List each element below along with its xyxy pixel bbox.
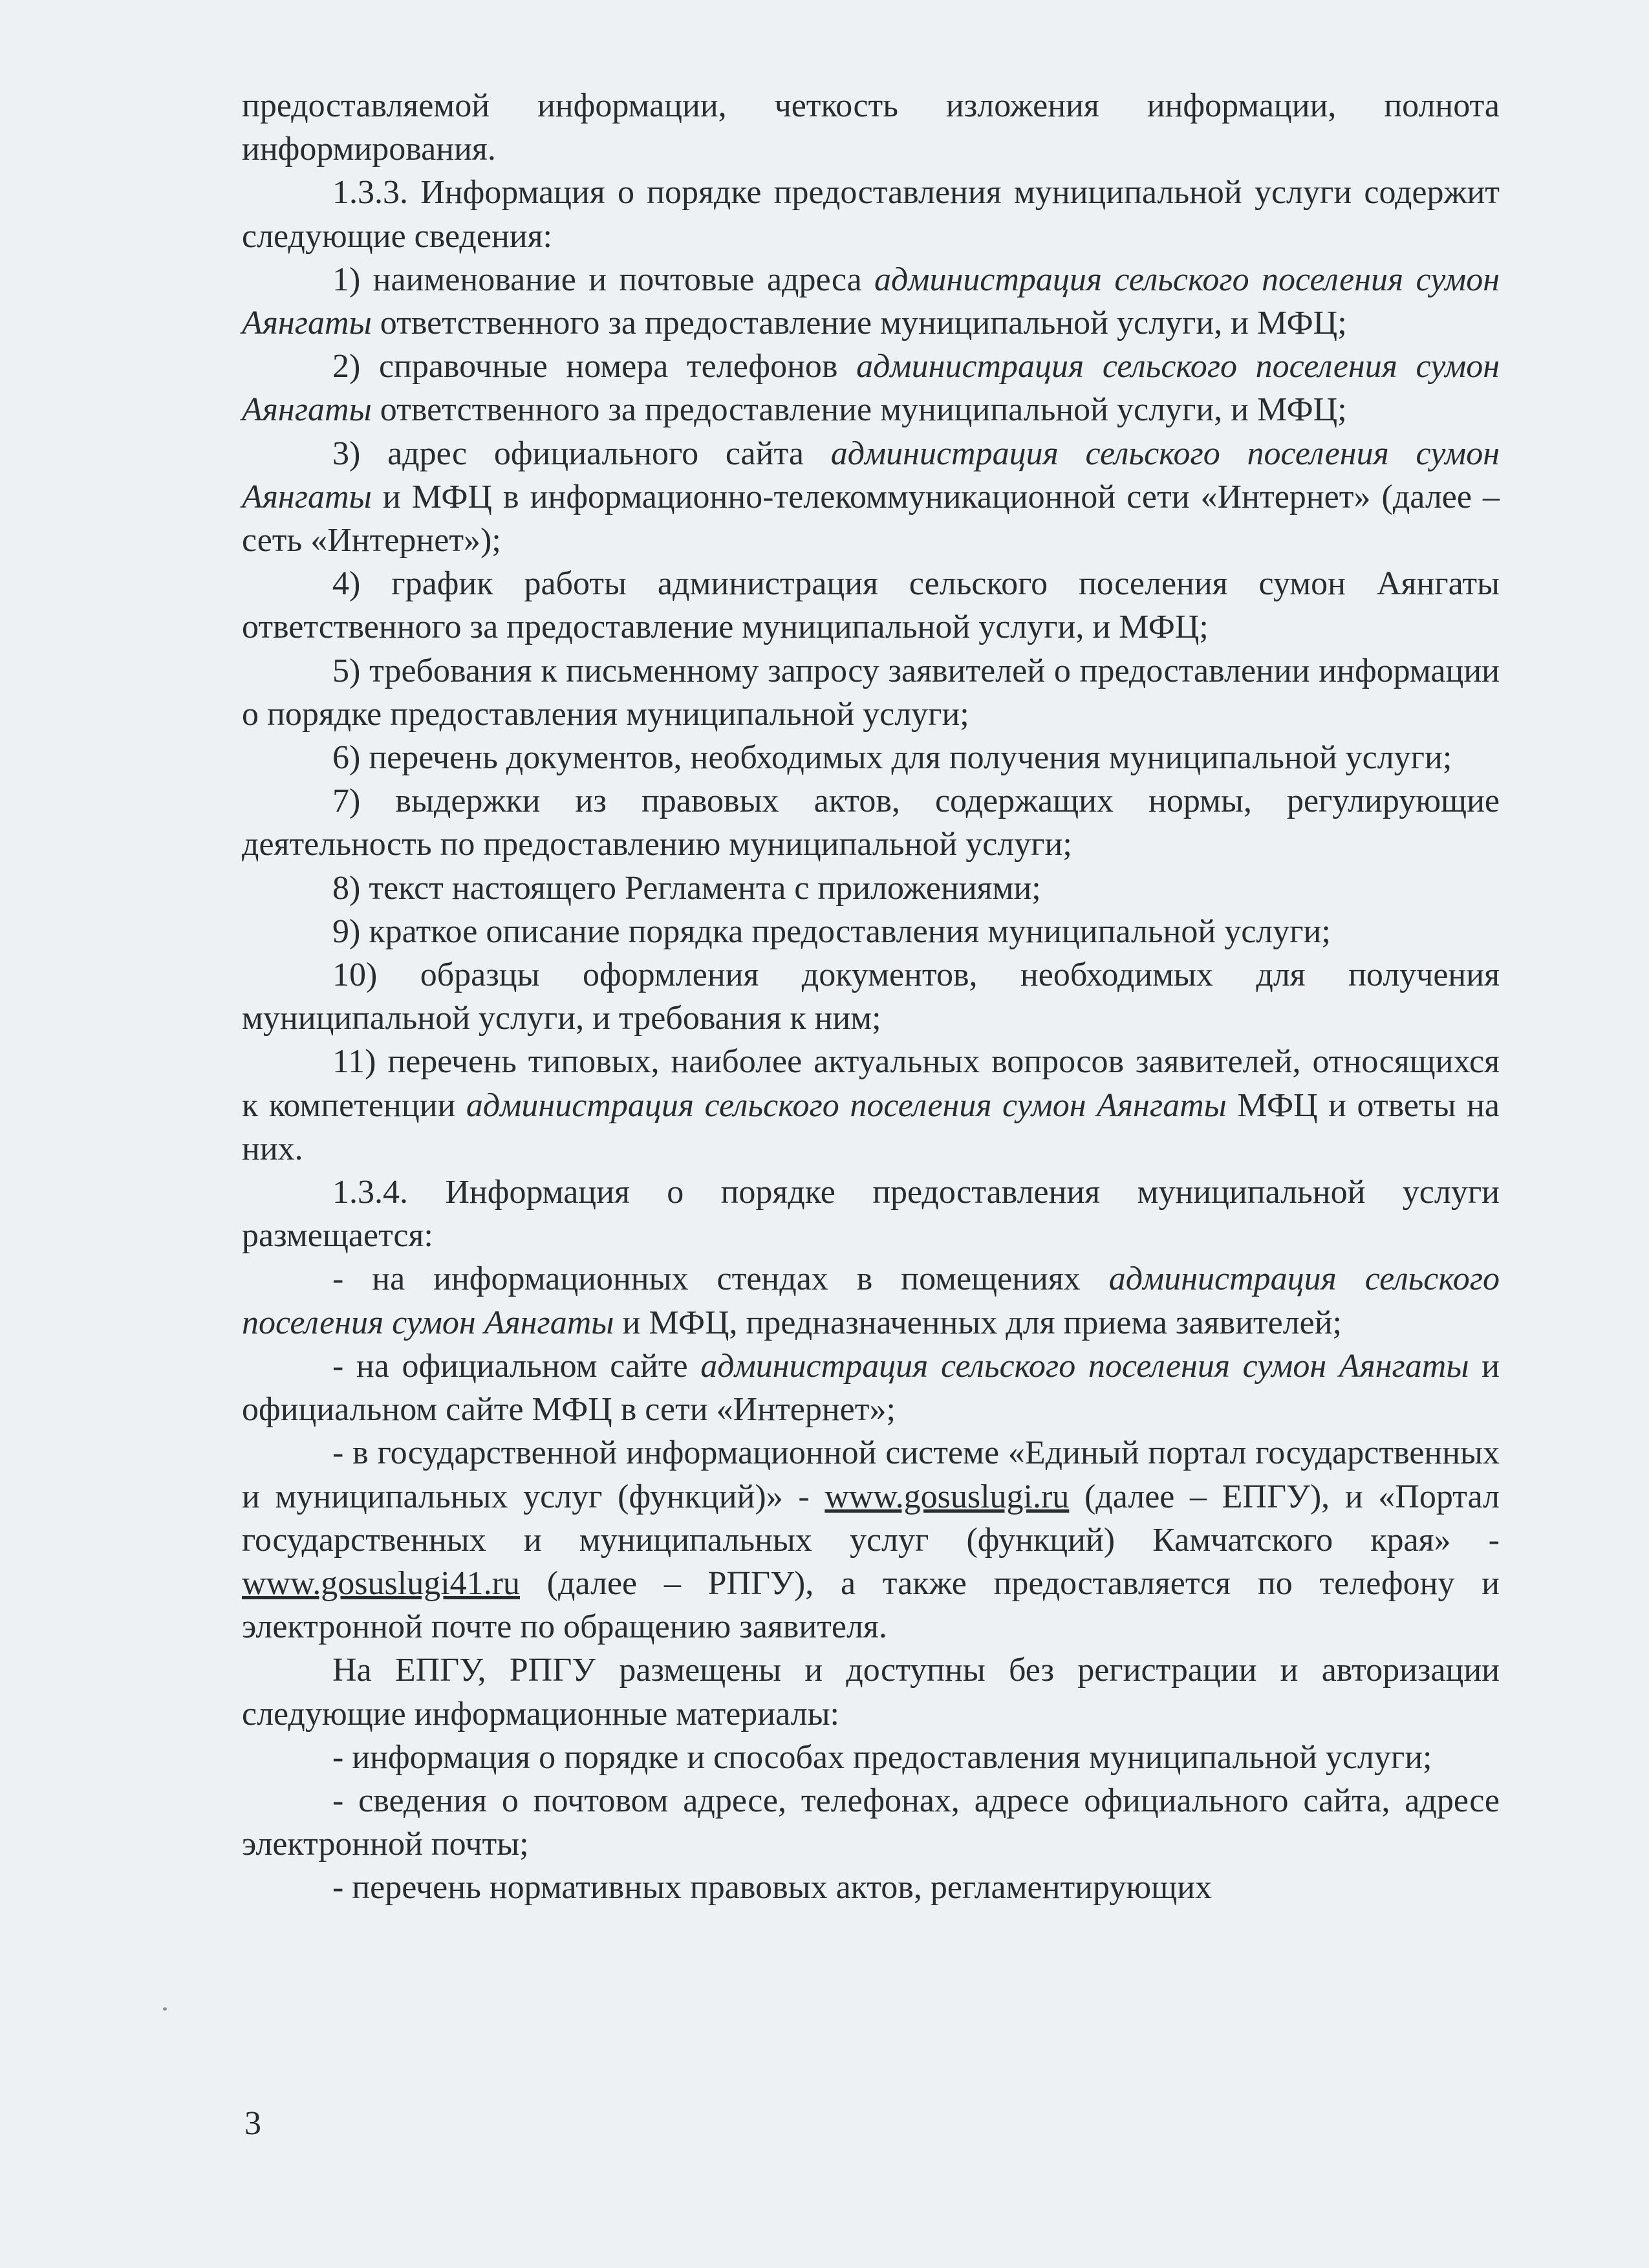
text-run: 1.3.4. Информация о порядке предоставления муниципальной услуги размещается: (242, 1174, 1500, 1255)
text-run: - на информационных стендах в помещениях (332, 1260, 1109, 1298)
web-link[interactable]: www.gosuslugi.ru (824, 1478, 1070, 1515)
text-run: ответственного за предоставление муниципальной услуги, и МФЦ; (371, 391, 1347, 429)
text-run: 1.3.3. Информация о порядке предоставления муниципальной услуги содержит следующие сведения: (242, 174, 1500, 255)
document-page (242, 84, 1500, 1910)
paragraph (242, 84, 1500, 171)
text-run: ответственного за предоставление муниципальной услуги, и МФЦ; (371, 305, 1347, 342)
text-run: - перечень нормативных правовых актов, регламентирующих (332, 1869, 1212, 1906)
paragraph (242, 779, 1500, 866)
paragraph (242, 736, 1500, 779)
text-run: 10) образцы оформления документов, необходимых для получения муниципальной услуги, и требования к ним; (242, 956, 1500, 1037)
italic-text: администрация сельского поселения сумон Аянгаты (466, 1086, 1227, 1124)
text-run: На ЕПГУ, РПГУ размещены и доступны без регистрации и авторизации следующие информационные материалы: (242, 1652, 1500, 1733)
paragraph (242, 1171, 1500, 1257)
text-run: - информация о порядке и способах предоставления муниципальной услуги; (332, 1738, 1432, 1776)
text-run: и МФЦ, предназначенных для приема заявителей; (614, 1304, 1342, 1341)
text-run: 1) наименование и почтовые адреса (332, 261, 874, 298)
web-link[interactable]: www.gosuslugi41.ru (242, 1564, 520, 1602)
text-run: 11) перечень типовых, наиболее актуальных вопросов заявителей, относящихся к компетенции (242, 1043, 1500, 1124)
paragraph (242, 1779, 1500, 1866)
paragraph (242, 1866, 1500, 1909)
text-run: МФЦ и ответы на них. (242, 1086, 1500, 1167)
text-run: 6) перечень документов, необходимых для получения муниципальной услуги; (332, 739, 1452, 777)
text-run: 5) требования к письменному запросу заявителей о предоставлении информации о порядке предоставления муниципальной услуги; (242, 652, 1500, 733)
text-run: 3) адрес официального сайта (332, 435, 831, 472)
paragraph (242, 910, 1500, 953)
italic-text: администрация сельского поселения сумон Аянгаты (242, 1260, 1500, 1341)
text-run: 8) текст настоящего Регламента с приложениями; (332, 869, 1041, 907)
paragraph (242, 649, 1500, 736)
paragraph (242, 345, 1500, 431)
paragraph (242, 867, 1500, 910)
scan-speck (163, 2007, 167, 2011)
italic-text: администрация сельского поселения сумон Аянгаты (242, 435, 1500, 515)
text-run: - в государственной информационной системе «Единый портал государственных и муниципальных услуг (функций)» - (242, 1434, 1500, 1515)
text-run: 2) справочные номера телефонов (332, 348, 857, 385)
text-run: 7) выдержки из правовых актов, содержащих нормы, регулирующие деятельность по предоставлению муниципальной услуги; (242, 783, 1500, 863)
text-run: предоставляемой информации, четкость изложения информации, полнота информирования. (242, 87, 1500, 168)
paragraph (242, 1345, 1500, 1431)
text-run: 9) краткое описание порядка предоставления муниципальной услуги; (332, 913, 1331, 950)
italic-text: администрация сельского поселения сумон Аянгаты (700, 1347, 1469, 1385)
page-number: 3 (244, 2105, 261, 2142)
text-run: и МФЦ в информационно-телекоммуникационной сети «Интернет» (далее – сеть «Интернет»); (242, 478, 1500, 559)
paragraph (242, 432, 1500, 563)
paragraph (242, 171, 1500, 257)
paragraph (242, 1257, 1500, 1344)
italic-text: администрация сельского поселения сумон Аянгаты (242, 348, 1500, 429)
text-run: 4) график работы администрация сельского поселения сумон Аянгаты ответственного за предоставление муниципальной услуги, и МФЦ; (242, 565, 1500, 646)
italic-text: администрация сельского поселения сумон Аянгаты (242, 261, 1500, 342)
text-run: - сведения о почтовом адресе, телефонах, адресе официального сайта, адресе электронной почты; (242, 1782, 1500, 1863)
text-run: и официальном сайте МФЦ в сети «Интернет»; (242, 1347, 1500, 1429)
paragraph (242, 1648, 1500, 1735)
text-run: (далее – РПГУ), а также предоставляется по телефону и электронной почте по обращению заявителя. (242, 1564, 1500, 1646)
text-run: - на официальном сайте (332, 1347, 701, 1385)
paragraph (242, 562, 1500, 649)
paragraph (242, 953, 1500, 1040)
paragraph (242, 1040, 1500, 1171)
paragraph (242, 1431, 1500, 1648)
paragraph (242, 1736, 1500, 1779)
text-run: (далее – ЕПГУ), и «Портал государственных и муниципальных услуг (функций) Камчатского края» - (242, 1478, 1500, 1559)
paragraph (242, 258, 1500, 345)
